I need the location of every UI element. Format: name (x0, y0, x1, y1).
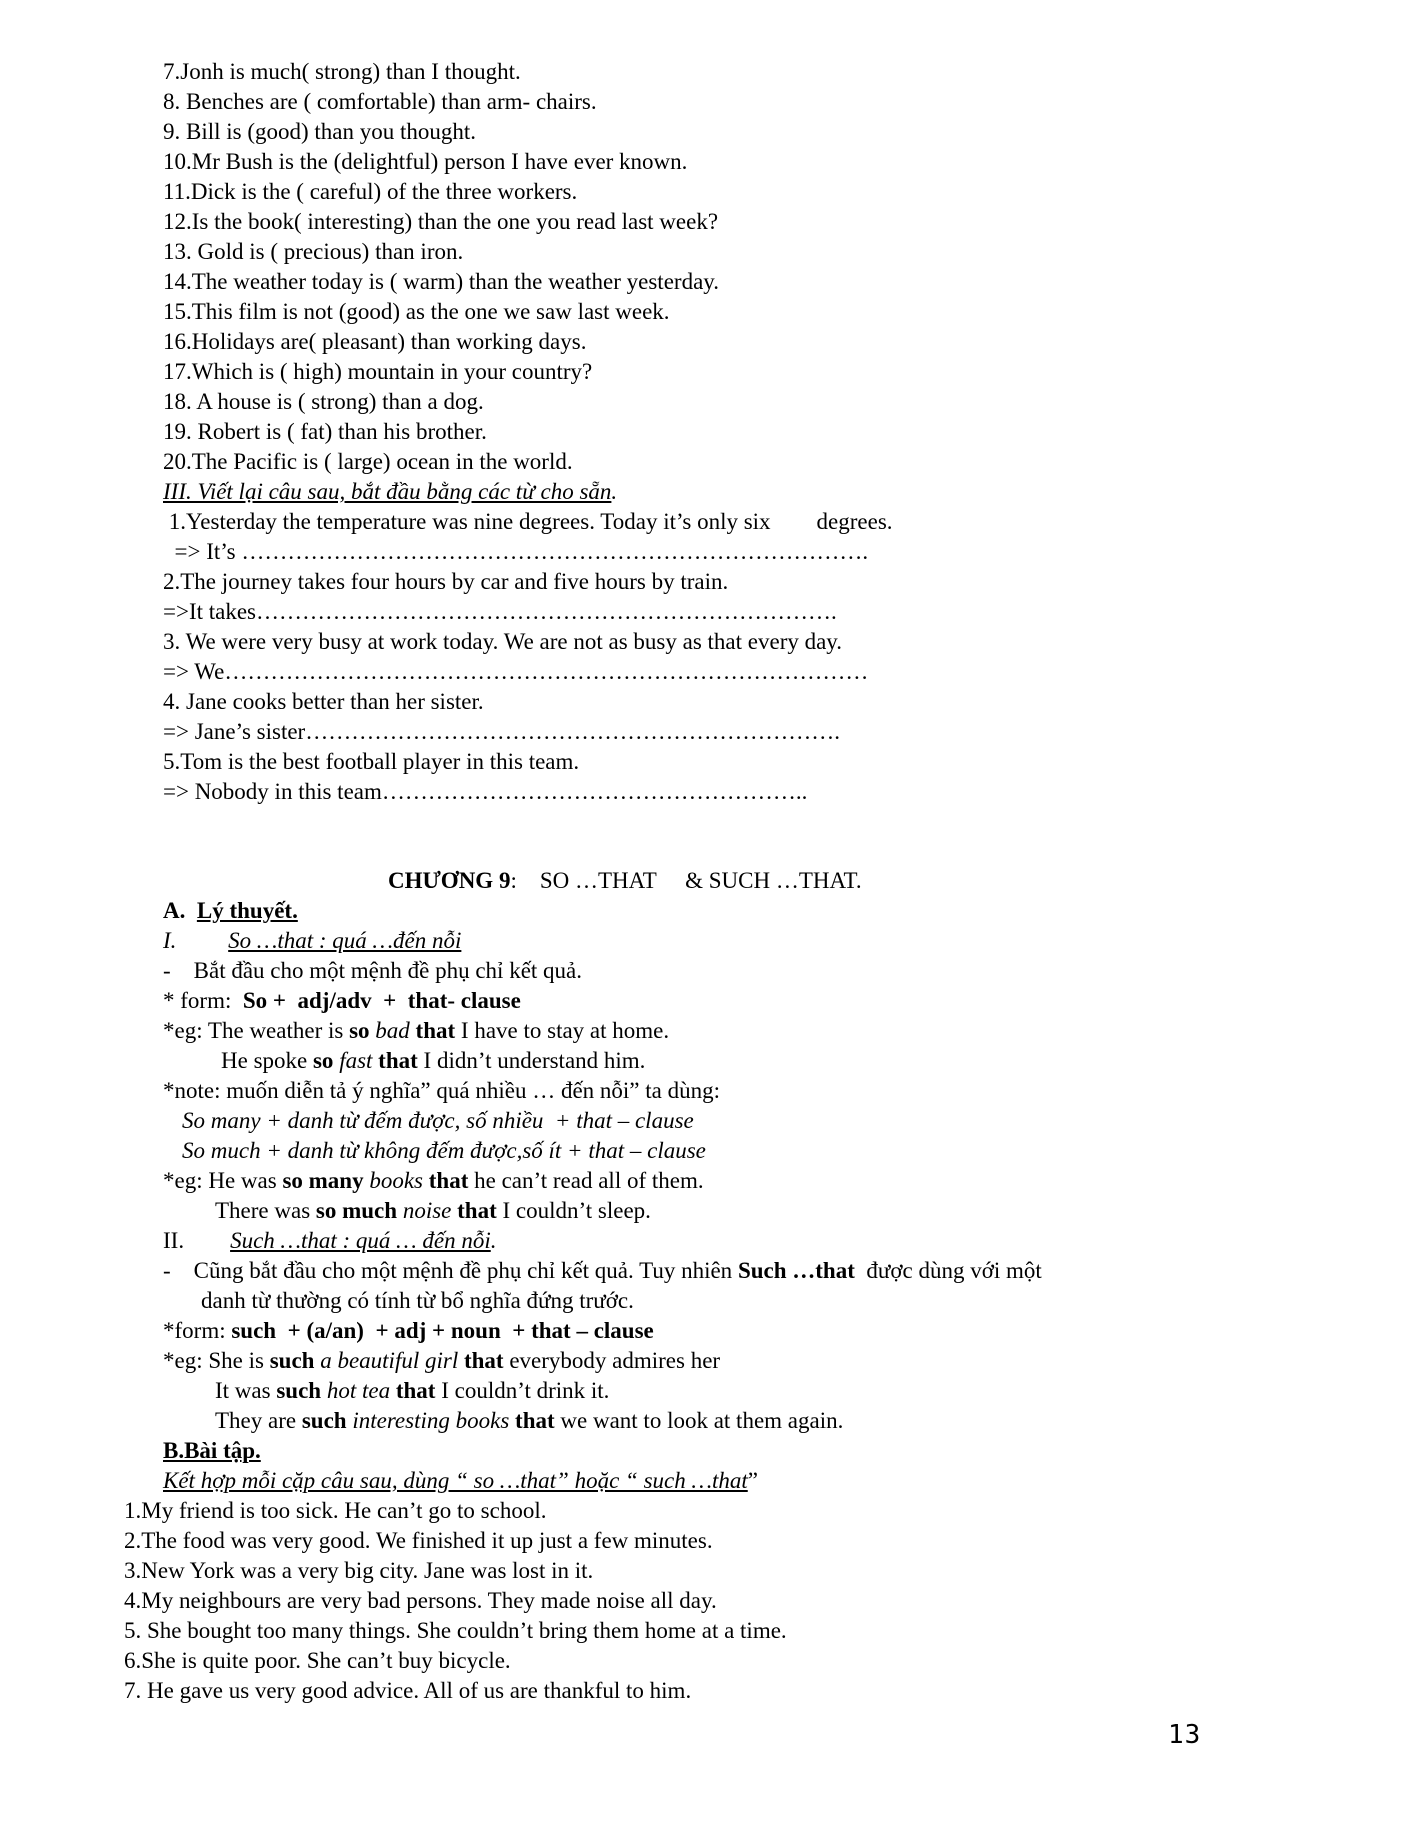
list-item: 20.The Pacific is ( large) ocean in the world. (163, 449, 573, 474)
example-text: I didn’t understand him. (417, 1048, 646, 1073)
example-text: everybody admires her (503, 1348, 721, 1373)
example-emphasis: hot tea (326, 1378, 391, 1403)
list-item: 1.My friend is too sick. He can’t go to school. (124, 1498, 547, 1523)
example-line (215, 1376, 609, 1405)
example-text: he can’t read all of them. (468, 1168, 704, 1193)
list-item: 3.New York was a very big city. Jane was lost in it. (124, 1558, 594, 1583)
list-item: 14.The weather today is ( warm) than the weather yesterday. (163, 269, 720, 294)
section-heading (163, 477, 617, 506)
theory-point-text: - Cũng bắt đầu cho một mệnh đề phụ chỉ kết quả. Tuy nhiên (163, 1258, 738, 1283)
example-text: we want to look at them again. (554, 1408, 844, 1433)
chapter-title-number: CHƯƠNG 9 (388, 868, 511, 893)
list-item: 4.My neighbours are very bad persons. They made noise all day. (124, 1588, 717, 1613)
rewrite-line: 3. We were very busy at work today. We are not as busy as that every day. (163, 629, 843, 654)
note-formula: So much + danh từ không đếm được,số ít + that – clause (182, 1138, 706, 1163)
example-text: I couldn’t sleep. (496, 1198, 651, 1223)
rewrite-line: =>It takes…………………………………………………………………. (163, 599, 837, 624)
theory-heading (163, 896, 298, 925)
list-item: 5. She bought too many things. She couldn’t bring them home at a time. (124, 1618, 787, 1643)
example-emphasis: books (369, 1168, 424, 1193)
chapter-title (388, 866, 862, 895)
example-text: I couldn’t drink it. (435, 1378, 610, 1403)
rewrite-line: 2.The journey takes four hours by car and five hours by train. (163, 569, 729, 594)
example-emphasis: interesting books (352, 1408, 510, 1433)
example-text: *eg: He was (163, 1168, 283, 1193)
list-item: 18. A house is ( strong) than a dog. (163, 389, 484, 414)
example-text: *eg: She is (163, 1348, 270, 1373)
rewrite-line: 5.Tom is the best football player in this team. (163, 749, 580, 774)
chapter-title-colon: : SO …THAT & SUCH …THAT. (510, 868, 862, 893)
section-heading-dot: . (611, 479, 618, 504)
example-keyword: that (395, 1378, 436, 1403)
rewrite-line: => Nobody in this team……………………………………………….. (163, 779, 808, 804)
list-item: 2.The food was very good. We finished it up just a few minutes. (124, 1528, 713, 1553)
example-keyword: so many (282, 1168, 364, 1193)
theory-heading-letter: A. (163, 898, 197, 923)
rewrite-line: 4. Jane cooks better than her sister. (163, 689, 484, 714)
rewrite-line: => Jane’s sister……………………………………………………………. (163, 719, 840, 744)
list-item: 16.Holidays are( pleasant) than working days. (163, 329, 587, 354)
example-text: There was (215, 1198, 316, 1223)
example-line (163, 1016, 669, 1045)
list-item: 19. Robert is ( fat) than his brother. (163, 419, 487, 444)
example-keyword: such (269, 1348, 315, 1373)
subsection-ii-text: Such …that : quá … đến nỗi (230, 1228, 491, 1253)
example-emphasis: a beautiful girl (320, 1348, 459, 1373)
subsection-i-title (163, 926, 461, 955)
list-item: 7.Jonh is much( strong) than I thought. (163, 59, 521, 84)
subsection-i-number: I. (163, 928, 229, 953)
example-keyword: such (276, 1378, 322, 1403)
subsection-i-text: So …that : quá …đến nỗi (228, 928, 462, 953)
list-item: 12.Is the book( interesting) than the one you read last week? (163, 209, 719, 234)
list-item: 8. Benches are ( comfortable) than arm- chairs. (163, 89, 597, 114)
list-item: 10.Mr Bush is the (delightful) person I have ever known. (163, 149, 688, 174)
form-label: *form: (163, 1318, 232, 1343)
example-keyword: so (349, 1018, 370, 1043)
exercise-instruction-text: Kết hợp mỗi cặp câu sau, dùng “ so …that” hoặc “ such …that (163, 1468, 748, 1493)
exercise-instruction (163, 1466, 758, 1495)
list-item: 11.Dick is the ( careful) of the three workers. (163, 179, 578, 204)
example-keyword: that (457, 1198, 497, 1223)
example-emphasis: noise (402, 1198, 452, 1223)
example-keyword: so much (315, 1198, 398, 1223)
section-heading-text: III. Viết lại câu sau, bắt đầu bằng các từ cho sẵn (163, 479, 612, 504)
list-item: 17.Which is ( high) mountain in your country? (163, 359, 593, 384)
form-formula: such + (a/an) + adj + noun + that – clause (231, 1318, 654, 1343)
list-item: 15.This film is not (good) as the one we saw last week. (163, 299, 670, 324)
rewrite-line: 1.Yesterday the temperature was nine degrees. Today it’s only six degrees. (163, 509, 893, 534)
note-line: *note: muốn diễn tả ý nghĩa” quá nhiều … đến nỗi” ta dùng: (163, 1078, 720, 1103)
form-line (163, 1316, 654, 1345)
example-keyword: that (515, 1408, 555, 1433)
theory-point-text: được dùng với một (854, 1258, 1042, 1283)
note-formula: So many + danh từ đếm được, số nhiều + that – clause (182, 1108, 694, 1133)
theory-point (163, 1256, 1042, 1285)
exercise-instruction-end: ” (747, 1468, 758, 1493)
theory-point: - Bắt đầu cho một mệnh đề phụ chỉ kết quả. (163, 958, 583, 983)
rewrite-line: => It’s ………………………………………………………………………. (163, 539, 869, 564)
theory-point-continued: danh từ thường có tính từ bổ nghĩa đứng trước. (201, 1288, 634, 1313)
example-keyword: so (312, 1048, 334, 1073)
example-keyword: that (378, 1048, 418, 1073)
example-line (163, 1166, 704, 1195)
example-text: *eg: The weather is (163, 1018, 350, 1043)
list-item: 6.She is quite poor. She can’t buy bicycle. (124, 1648, 511, 1673)
theory-point-keyword: Such …that (737, 1258, 855, 1283)
subsection-ii-dot: . (490, 1228, 497, 1253)
exercise-heading: B.Bài tập. (163, 1438, 261, 1463)
example-keyword: that (463, 1348, 504, 1373)
form-formula: So + adj/adv + that- clause (242, 988, 521, 1013)
example-line (215, 1196, 651, 1225)
example-emphasis: bad (375, 1018, 410, 1043)
example-keyword: such (301, 1408, 347, 1433)
rewrite-line: => We………………………………………………………………………… (163, 659, 869, 684)
subsection-ii-number: II. (163, 1228, 231, 1253)
form-line (163, 986, 521, 1015)
example-text: He spoke (221, 1048, 313, 1073)
example-text: It was (215, 1378, 277, 1403)
example-line (221, 1046, 645, 1075)
example-text: I have to stay at home. (455, 1018, 670, 1043)
form-label: * form: (163, 988, 243, 1013)
example-line (163, 1346, 720, 1375)
list-item: 9. Bill is (good) than you thought. (163, 119, 477, 144)
page-number: 13 (1168, 1720, 1202, 1750)
list-item: 7. He gave us very good advice. All of us are thankful to him. (124, 1678, 692, 1703)
example-line (215, 1406, 843, 1435)
example-text: They are (215, 1408, 302, 1433)
example-keyword: that (428, 1168, 469, 1193)
subsection-ii-title (163, 1226, 496, 1255)
theory-heading-text: Lý thuyết. (196, 898, 298, 923)
example-keyword: that (415, 1018, 456, 1043)
example-emphasis: fast (339, 1048, 373, 1073)
list-item: 13. Gold is ( precious) than iron. (163, 239, 464, 264)
